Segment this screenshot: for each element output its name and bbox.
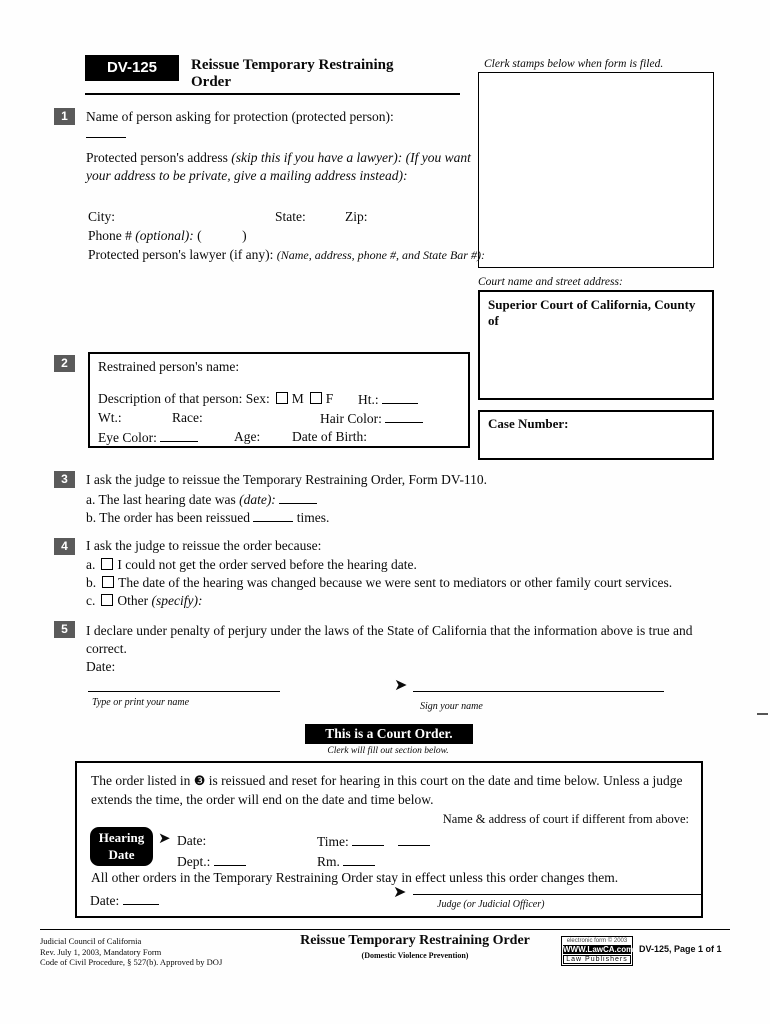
hearing-dept-label: Dept.: — [177, 854, 211, 869]
publisher-stamp-line3: Law Publishers — [563, 955, 631, 964]
height-group — [358, 391, 418, 408]
checkbox-not-served[interactable] — [101, 558, 113, 570]
hearing-dept-field[interactable] — [214, 853, 246, 866]
footer-form-title: Reissue Temporary Restraining Order — [300, 933, 530, 948]
printed-name-caption: Type or print your name — [92, 697, 190, 708]
phone-label-row — [88, 228, 247, 244]
item-3-ref-icon: ❸ — [193, 774, 206, 789]
form-title-line2: Order — [191, 74, 231, 90]
signature-field[interactable] — [413, 678, 664, 692]
section-4a-prefix: a. — [86, 557, 96, 572]
sex-female-label: F — [325, 391, 334, 406]
sex-male-label: M — [291, 391, 304, 406]
footer-code: Code of Civil Procedure, § 527(b). Approved by DOJ — [40, 957, 223, 967]
eye-color-field[interactable] — [160, 429, 198, 442]
perjury-declaration: I declare under penalty of perjury under the laws of the State of California that the information above is true and correct. — [86, 623, 693, 656]
checkbox-sex-male[interactable] — [276, 392, 288, 404]
state-label: State: — [275, 209, 306, 224]
address-label-normal: Protected person's address — [86, 150, 232, 165]
clerk-fill-note: Clerk will fill out section below. — [327, 746, 449, 756]
eye-color-label: Eye Color: — [98, 430, 157, 445]
lawyer-label-row — [88, 247, 485, 263]
publisher-stamp-line2: WWW.LawCA.com — [563, 945, 634, 954]
footer-revision: Rev. July 1, 2003, Mandatory Form — [40, 946, 162, 957]
hearing-date-badge-line2: Date — [108, 847, 135, 862]
restrained-name-label: Restrained person's name: — [98, 359, 240, 374]
order-date-label: Date: — [90, 893, 120, 908]
hearing-date-badge-line1: Hearing — [98, 830, 145, 845]
section-4c-text: Other — [117, 593, 152, 608]
order-date-field[interactable] — [123, 892, 159, 905]
section-2-number: 2 — [54, 355, 75, 372]
hearing-date-badge — [90, 827, 153, 866]
case-number-box[interactable] — [478, 410, 714, 460]
publisher-stamp — [561, 936, 633, 966]
protected-person-address-label — [86, 149, 478, 185]
weight-label: Wt.: — [98, 410, 122, 425]
publisher-stamp-line1: electronic form © 2003 — [566, 938, 628, 944]
footer-rule — [40, 929, 730, 930]
hearing-room-group — [317, 853, 375, 870]
section-4a-text: I could not get the order served before the hearing date. — [117, 557, 417, 572]
section-1-number: 1 — [54, 108, 75, 125]
section-3-number: 3 — [54, 471, 75, 488]
printed-name-field[interactable] — [88, 678, 280, 692]
other-orders-statement: All other orders in the Temporary Restraining Order stay in effect unless this order changes them. — [91, 870, 619, 885]
court-name-box[interactable] — [478, 290, 714, 400]
section-4c-specify-hint: (specify): — [151, 593, 203, 608]
court-address-label: Court name and street address: — [478, 276, 623, 288]
hearing-dept-group — [177, 853, 246, 870]
sign-arrow-icon: ➤ — [394, 675, 408, 694]
reissue-statement-pre: The order listed in — [91, 773, 194, 788]
section-3-intro: I ask the judge to reissue the Temporary Restraining Order, Form DV-110. — [86, 472, 488, 487]
order-date-group — [90, 892, 159, 909]
section-4b-row — [86, 575, 672, 591]
judge-signature-field[interactable] — [413, 881, 703, 895]
hearing-room-label: Rm. — [317, 854, 340, 869]
section-3b-row — [86, 509, 329, 526]
section-4b-prefix: b. — [86, 575, 97, 590]
court-order-banner: This is a Court Order. — [305, 724, 473, 744]
phone-label-normal: Phone # — [88, 228, 136, 243]
section-4b-text: The date of the hearing was changed because we were sent to mediators or other family court services. — [118, 575, 673, 590]
section-5-number: 5 — [54, 621, 75, 638]
checkbox-sex-female[interactable] — [310, 392, 322, 404]
last-hearing-label: a. The last hearing date was — [86, 492, 240, 507]
header-rule — [85, 93, 460, 95]
protected-person-name-label: Name of person asking for protection (protected person): — [86, 109, 394, 124]
footer-agency: Judicial Council of California — [40, 936, 142, 946]
last-hearing-date-field[interactable] — [279, 491, 317, 504]
declaration-date-label: Date: — [86, 659, 116, 674]
form-title-line1: Reissue Temporary Restraining — [191, 57, 394, 73]
hearing-room-field[interactable] — [343, 853, 375, 866]
protected-person-name-field[interactable] — [86, 124, 126, 138]
judge-signature-caption: Judge (or Judicial Officer) — [437, 899, 545, 910]
reissue-statement — [91, 772, 699, 809]
clerk-hearing-box — [75, 761, 703, 918]
hearing-time-group — [317, 833, 430, 850]
clerk-stamp-note: Clerk stamps below when form is filed. — [484, 58, 664, 70]
reissued-times-field[interactable] — [253, 509, 293, 522]
restrained-person-box — [88, 352, 470, 448]
description-label: Description of that person: Sex: — [98, 391, 270, 406]
race-label: Race: — [172, 410, 203, 425]
court-name-text: Superior Court of California, County of — [488, 297, 696, 328]
eye-color-group — [98, 429, 198, 446]
case-number-label: Case Number: — [488, 416, 569, 431]
lawyer-label-normal: Protected person's lawyer (if any): — [88, 247, 277, 262]
height-label: Ht.: — [358, 392, 379, 407]
section-4c-row — [86, 593, 202, 609]
section-3a-row — [86, 491, 317, 508]
reissued-label-pre: b. The order has been reissued — [86, 510, 250, 525]
clerk-stamp-box[interactable] — [478, 72, 714, 268]
footer-left-block — [40, 936, 222, 968]
address-label-italic1: (skip this if you have a lawyer): — [231, 150, 406, 165]
city-label: City: — [88, 209, 116, 224]
reissued-label-post: times. — [296, 510, 330, 525]
hearing-time-field[interactable] — [352, 833, 384, 846]
signature-caption: Sign your name — [420, 701, 483, 712]
description-row — [98, 391, 333, 407]
hearing-ampm-field[interactable] — [398, 833, 430, 846]
phone-label-italic: (optional): — [135, 228, 198, 243]
reissue-statement-post: is reissued and reset for hearing in this court on the date and time below. Unless a judge extends the time, the order will end on the date and time below. — [91, 773, 683, 807]
court-if-different-label: Name & address of court if different from above: — [442, 812, 689, 826]
margin-tick — [757, 713, 768, 715]
hearing-arrow-icon: ➤ — [158, 829, 171, 847]
lawyer-label-italic: (Name, address, phone #, and State Bar #): — [276, 248, 485, 262]
hair-color-field[interactable] — [385, 410, 423, 423]
footer-form-subtitle: (Domestic Violence Prevention) — [361, 951, 469, 960]
form-number-badge: DV-125 — [85, 55, 179, 81]
judge-arrow-icon: ➤ — [393, 882, 407, 901]
section-4-number: 4 — [54, 538, 75, 555]
hearing-date-label: Date: — [177, 833, 207, 848]
height-field[interactable] — [382, 391, 418, 404]
section-4a-row — [86, 557, 417, 573]
hair-color-group — [320, 410, 423, 427]
hearing-time-label: Time: — [317, 834, 349, 849]
section-4c-prefix: c. — [86, 593, 96, 608]
section-4-intro: I ask the judge to reissue the order because: — [86, 538, 322, 553]
checkbox-hearing-changed[interactable] — [102, 576, 114, 588]
hair-color-label: Hair Color: — [320, 411, 382, 426]
last-hearing-date-hint: (date): — [239, 492, 276, 507]
footer-page-info: DV-125, Page 1 of 1 — [639, 944, 722, 954]
age-label: Age: — [234, 429, 261, 444]
dob-label: Date of Birth: — [292, 429, 367, 444]
phone-area-code-field[interactable]: ( ) — [197, 228, 247, 243]
zip-label: Zip: — [345, 209, 368, 224]
address-label-italic2: (If you want your address to be private, give a mailing address instead): — [86, 150, 471, 183]
checkbox-other[interactable] — [101, 594, 113, 606]
